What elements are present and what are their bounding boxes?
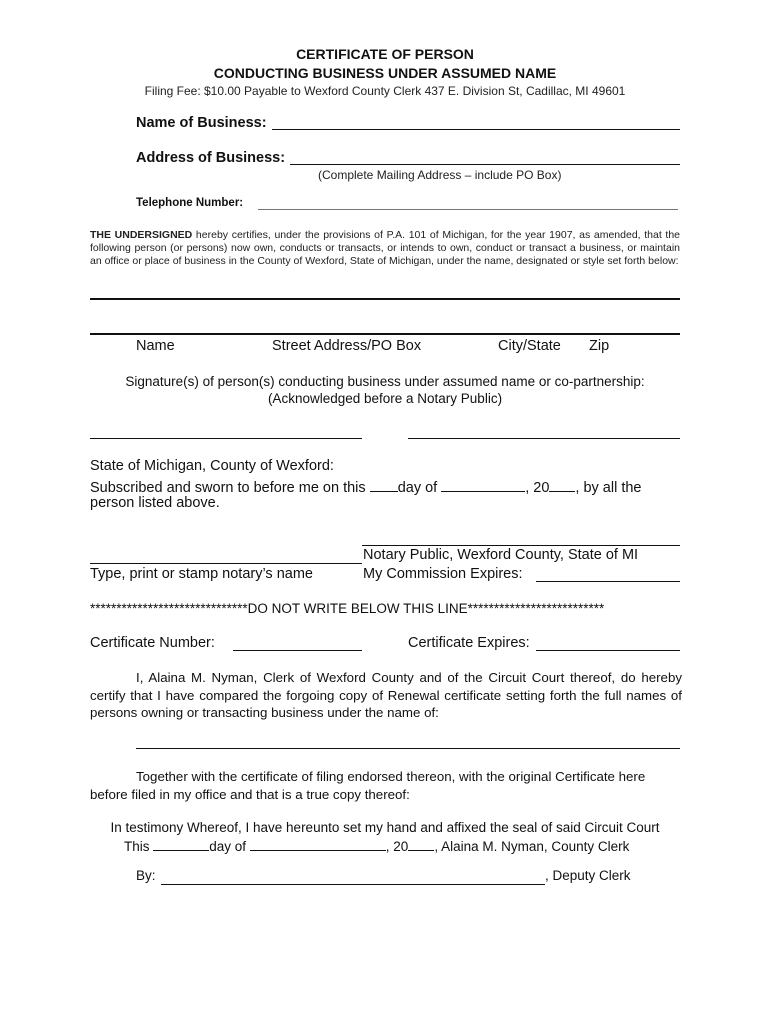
signature-line-1[interactable]: [90, 438, 362, 439]
by-label: By:: [136, 868, 156, 883]
notary-signature-line[interactable]: [362, 545, 680, 546]
column-name: Name: [136, 338, 175, 354]
telephone-field[interactable]: [258, 209, 678, 210]
divider-text: DO NOT WRITE BELOW THIS LINE: [247, 601, 468, 616]
certificate-number-field[interactable]: [233, 650, 362, 651]
sworn-text-d: , by all the: [575, 480, 642, 496]
address-of-business-field[interactable]: [290, 164, 680, 165]
form-title-line1: CERTIFICATE OF PERSON: [296, 46, 474, 62]
clerk-date-line: [124, 836, 629, 854]
deputy-signature-line[interactable]: [161, 884, 545, 885]
form-title-line2: CONDUCTING BUSINESS UNDER ASSUMED NAME: [213, 65, 557, 81]
notary-acknowledgement-note: (Acknowledged before a Notary Public): [267, 391, 503, 406]
address-of-business-label: Address of Business:: [136, 150, 286, 166]
state-county-label: State of Michigan, County of Wexford:: [90, 458, 334, 474]
telephone-label: Telephone Number:: [136, 197, 244, 209]
this-text-d: , Alaina M. Nyman, County Clerk: [434, 839, 630, 854]
signature-instruction: Signature(s) of person(s) conducting business under assumed name or co-partnership:: [125, 374, 645, 389]
clerk-year-field[interactable]: [408, 836, 434, 851]
commission-expires-label: My Commission Expires:: [363, 566, 523, 582]
this-text-a: This: [124, 839, 154, 854]
this-text-c: , 20: [385, 839, 409, 854]
name-of-business-field[interactable]: [272, 129, 680, 130]
clerk-month-field[interactable]: [250, 836, 386, 851]
do-not-write-divider: [90, 601, 604, 616]
sworn-text-b: day of: [397, 480, 442, 496]
divider-stars-right: **************************: [467, 601, 605, 616]
sworn-day-field[interactable]: [370, 477, 398, 492]
clerk-statement: I, Alaina M. Nyman, Clerk of Wexford County and of the Circuit Court thereof, do hereby certify that I have compared the forgoing copy of Renewal certificate setting forth the full names of persons owning or transacting business under the name of:: [90, 670, 682, 720]
business-name-entry-line[interactable]: [90, 298, 680, 300]
commission-expires-field[interactable]: [536, 581, 680, 582]
undersigned-lead: THE UNDERSIGNED: [90, 229, 193, 241]
column-street-address: Street Address/PO Box: [272, 338, 422, 354]
sworn-month-field[interactable]: [441, 477, 525, 492]
this-text-b: day of: [209, 839, 250, 854]
notary-public-label: Notary Public, Wexford County, State of MI: [363, 547, 639, 563]
signature-line-2[interactable]: [408, 438, 680, 439]
certificate-expires-label: Certificate Expires:: [408, 635, 530, 651]
sworn-text-a: Subscribed and sworn to before me on this: [90, 480, 370, 496]
column-zip: Zip: [589, 338, 610, 354]
notary-name-line[interactable]: [90, 563, 362, 564]
name-of-business-label: Name of Business:: [136, 115, 267, 131]
sworn-text-c: , 20: [525, 480, 550, 496]
column-city-state: City/State: [498, 338, 561, 354]
filing-fee-note: Filing Fee: $10.00 Payable to Wexford County Clerk 437 E. Division St, Cadillac, MI 49601: [144, 84, 626, 98]
address-hint: (Complete Mailing Address – include PO Box): [318, 168, 562, 182]
sworn-year-field[interactable]: [549, 477, 575, 492]
certificate-expires-field[interactable]: [536, 650, 680, 651]
undersigned-paragraph: [90, 229, 680, 269]
type-print-notary-label: Type, print or stamp notary’s name: [90, 566, 313, 582]
clerk-day-field[interactable]: [153, 836, 209, 851]
deputy-clerk-label: , Deputy Clerk: [545, 868, 631, 883]
assumed-name-line[interactable]: [136, 748, 680, 749]
certificate-number-label: Certificate Number:: [90, 635, 215, 651]
person-listed-text: person listed above.: [90, 495, 220, 511]
sworn-statement: [90, 477, 642, 496]
person-entry-line[interactable]: [90, 333, 680, 335]
testimony-statement: In testimony Whereof, I have hereunto set my hand and affixed the seal of said Circuit Court: [110, 820, 660, 835]
together-statement: Together with the certificate of filing endorsed thereon, with the original Certificate here before filed in my office and that is a true copy thereof:: [90, 769, 646, 802]
divider-stars-left: ******************************: [90, 601, 248, 616]
undersigned-text: hereby certifies, under the provisions of P.A. 101 of Michigan, for the year 1907, as amended, that the following person (or persons) now own, conducts or transacts, or intends to own, conduct or transact a business, or maintain an office or place of business in the County of Wexford, State of Michigan, under the name, designated or style set forth below:: [90, 229, 681, 268]
